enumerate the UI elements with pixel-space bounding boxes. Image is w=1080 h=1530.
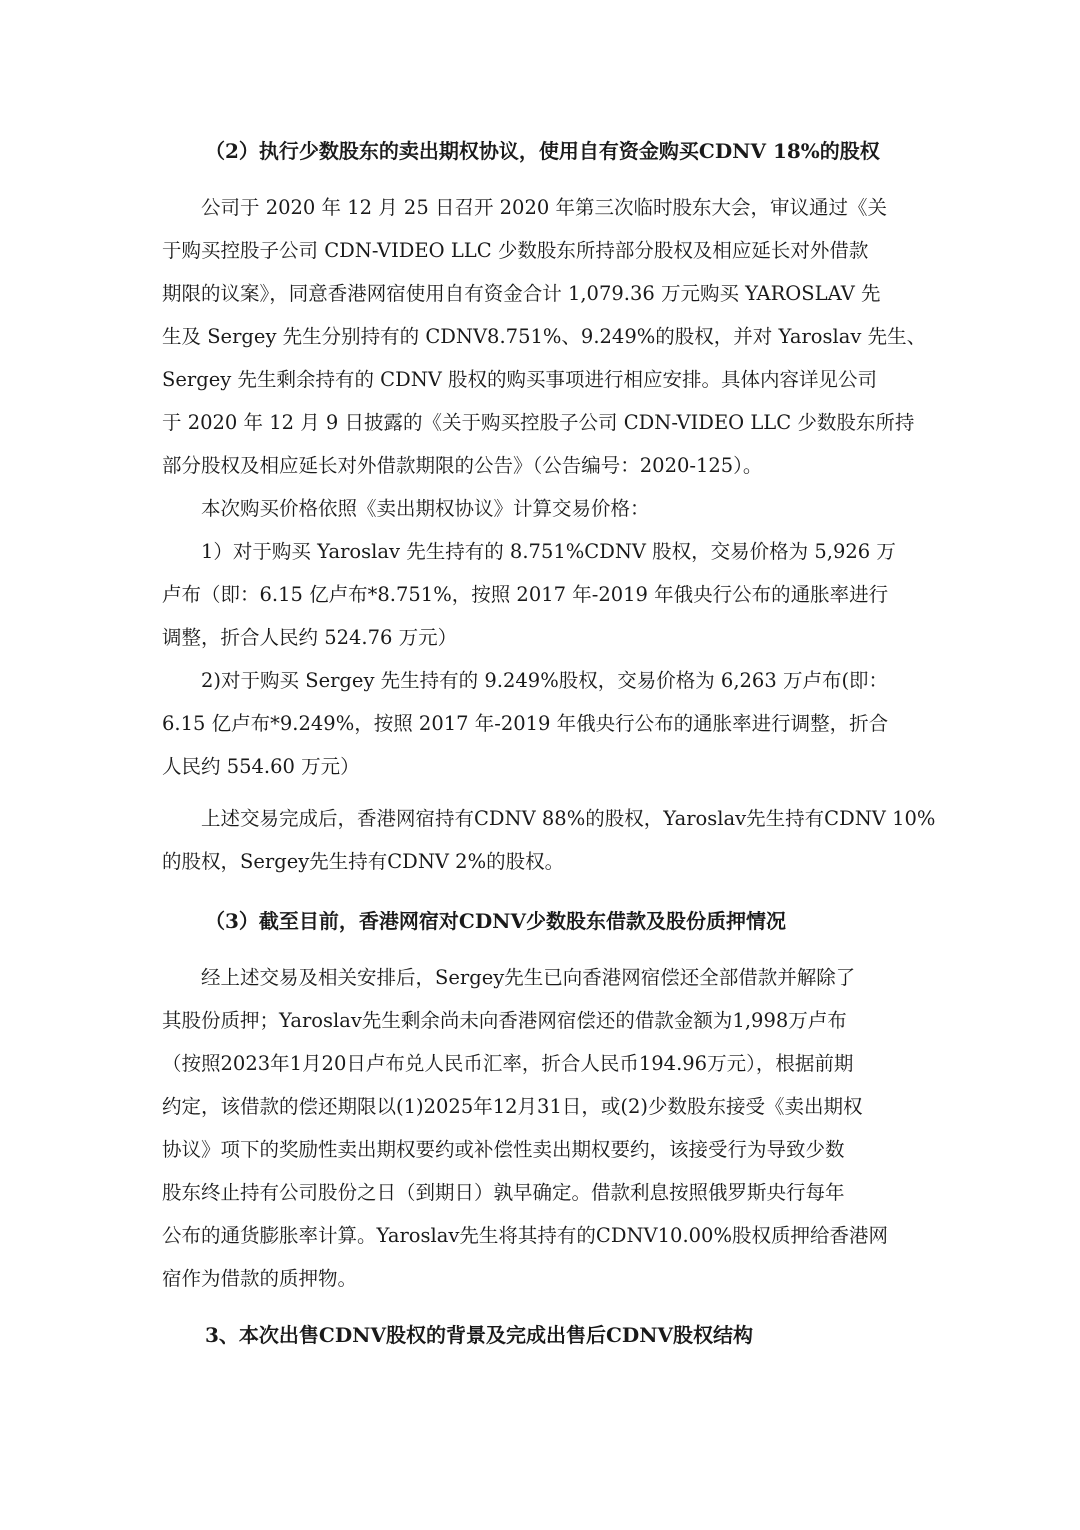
text-line: 宿作为借款的质押物。 — [162, 1267, 358, 1290]
text-line: 6.15 亿卢布*9.249%，按照 2017 年-2019 年俄央行公布的通胀率进行调整，折合 — [162, 712, 889, 735]
text-line: （按照2023年1月20日卢布兑人民币汇率，折合人民币194.96万元），根据前期 — [162, 1052, 854, 1075]
section-heading-3: （3）截至目前，香港网宿对CDNV少数股东借款及股份质押情况 — [205, 909, 786, 933]
text-line: 卢布（即：6.15 亿卢布*8.751%，按照 2017 年-2019 年俄央行公布的通胀率进行 — [162, 583, 889, 606]
text-line: 其股份质押；Yaroslav先生剩余尚未向香港网宿偿还的借款金额为1,998万卢布 — [162, 1009, 847, 1032]
text-line: 协议》项下的奖励性卖出期权要约或补偿性卖出期权要约，该接受行为导致少数 — [162, 1138, 845, 1161]
section-heading-2: （2）执行少数股东的卖出期权协议，使用自有资金购买CDNV 18%的股权 — [205, 139, 880, 163]
text-line: 期限的议案》，同意香港网宿使用自有资金合计 1,079.36 万元购买 YAROSLAV 先 — [162, 282, 881, 305]
paragraph-purchase-agreement — [162, 186, 927, 788]
text-line: 公司于 2020 年 12 月 25 日召开 2020 年第三次临时股东大会，审议通过《关 — [201, 196, 887, 219]
text-line: 经上述交易及相关安排后，Sergey先生已向香港网宿偿还全部借款并解除了 — [201, 966, 856, 989]
text-line: 部分股权及相应延长对外借款期限的公告》（公告编号：2020-125）。 — [162, 454, 763, 477]
text-line: 本次购买价格依照《卖出期权协议》计算交易价格： — [201, 497, 650, 520]
text-line: 于购买控股子公司 CDN-VIDEO LLC 少数股东所持部分股权及相应延长对外借款 — [162, 239, 869, 262]
text-line: 上述交易完成后，香港网宿持有CDNV 88%的股权，Yaroslav先生持有CDNV 10% — [201, 807, 936, 830]
text-line: 的股权，Sergey先生持有CDNV 2%的股权。 — [162, 850, 565, 873]
paragraph-loan-pledge — [162, 956, 922, 1300]
text-line: 公布的通货膨胀率计算。Yaroslav先生将其持有的CDNV10.00%股权质押给香港网 — [162, 1224, 888, 1247]
text-line: 调整，折合人民约 524.76 万元） — [162, 626, 458, 649]
text-line: 2)对于购买 Sergey 先生持有的 9.249%股权，交易价格为 6,263 万卢布(即： — [201, 669, 889, 692]
text-line: 生及 Sergey 先生分别持有的 CDNV8.751%、9.249%的股权，并对 Yaroslav 先生、 — [162, 325, 927, 348]
section-heading-background: 3、本次出售CDNV股权的背景及完成出售后CDNV股权结构 — [205, 1323, 754, 1347]
text-line: 人民约 554.60 万元） — [162, 755, 360, 778]
text-line: 于 2020 年 12 月 9 日披露的《关于购买控股子公司 CDN-VIDEO LLC 少数股东所持 — [162, 411, 915, 434]
text-line: 股东终止持有公司股份之日（到期日）孰早确定。借款利息按照俄罗斯央行每年 — [162, 1181, 845, 1204]
text-line: Sergey 先生剩余持有的 CDNV 股权的购买事项进行相应安排。具体内容详见公司 — [162, 368, 878, 391]
text-line: 1）对于购买 Yaroslav 先生持有的 8.751%CDNV 股权，交易价格为 5,926 万 — [201, 540, 896, 563]
paragraph-post-transaction — [162, 797, 936, 883]
text-line: 约定，该借款的偿还期限以(1)2025年12月31日，或(2)少数股东接受《卖出期权 — [162, 1095, 863, 1118]
